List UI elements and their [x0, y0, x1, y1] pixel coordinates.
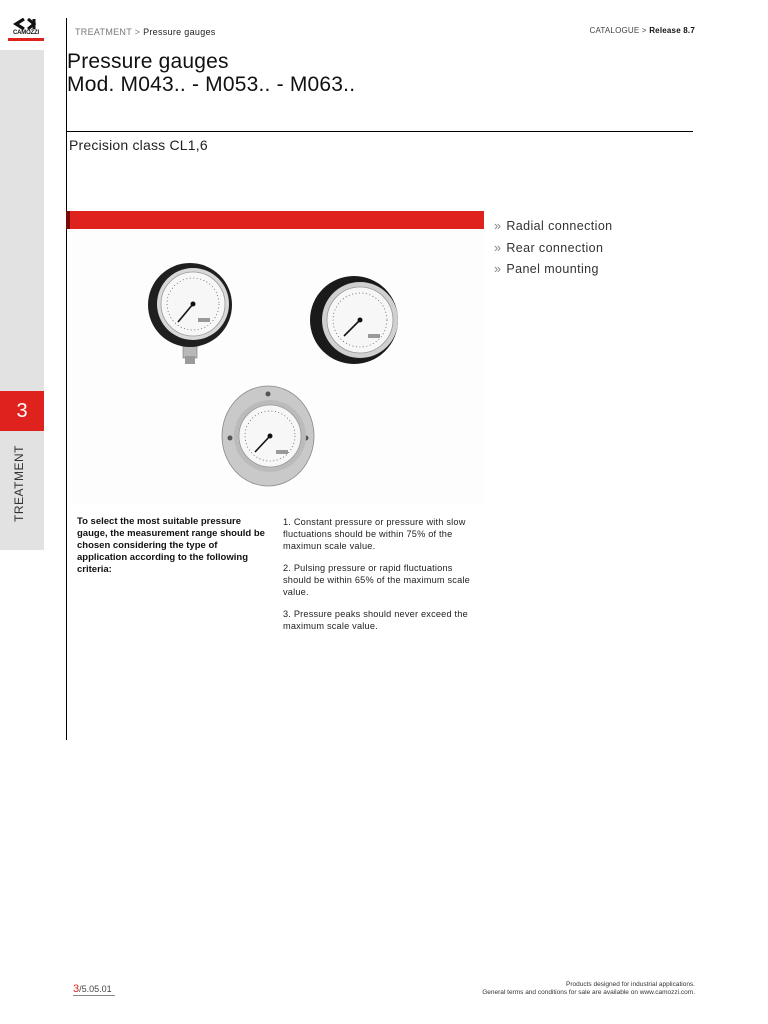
feature-bullet: » — [494, 262, 502, 276]
footer-legal-note — [482, 981, 695, 997]
chapter-side-label-text: TREATMENT — [12, 445, 26, 522]
selection-criteria-intro: To select the most suitable pressure gauge, the measurement range should be chosen considering the type of application according to the following criteria: — [77, 516, 265, 575]
page-title-line-1: Pressure gauges — [67, 50, 229, 73]
logo-accent-bar — [8, 38, 44, 41]
footer-chapter-number: 3 — [73, 983, 80, 995]
footer-note-line-2[interactable]: General terms and conditions for sale are available on www.camozzi.com. — [482, 989, 695, 996]
feature-label: Panel mounting — [506, 262, 599, 276]
breadcrumb — [75, 27, 216, 37]
page-title — [67, 50, 355, 96]
feature-bullet: » — [494, 240, 502, 255]
radial-gauge-image — [140, 260, 240, 370]
feature-item — [494, 219, 613, 241]
selection-criteria-list — [283, 516, 478, 642]
rear-gauge-image — [308, 270, 408, 370]
vertical-divider — [66, 18, 67, 740]
criteria-item: 3. Pressure peaks should never exceed the maximum scale value. — [283, 609, 468, 631]
page-title-line-2: Mod. M043.. - M053.. - M063.. — [67, 73, 356, 96]
catalogue-separator: > — [641, 26, 647, 35]
title-divider — [66, 131, 693, 132]
breadcrumb-current: Pressure gauges — [143, 27, 216, 37]
feature-item — [494, 241, 613, 263]
breadcrumb-separator: > — [134, 27, 141, 37]
criteria-item: 1. Constant pressure or pressure with slow fluctuations should be within 75% of the maximun scale value. — [283, 517, 466, 551]
camozzi-logo-mark-icon — [12, 18, 40, 30]
chapter-side-label — [12, 445, 32, 542]
criteria-item: 2. Pulsing pressure or rapid fluctuations should be within 65% of the maximum scale value. — [283, 563, 470, 597]
breadcrumb-section[interactable]: TREATMENT — [75, 27, 132, 37]
feature-bullet: » — [494, 219, 502, 233]
camozzi-logo — [8, 18, 44, 42]
logo-wordmark: CAMOZZI — [13, 30, 39, 36]
footer-note-line-1: Products designed for industrial applications. — [566, 981, 695, 988]
feature-label: Rear connection — [506, 240, 604, 255]
feature-list — [494, 219, 613, 284]
release-label: Release 8.7 — [649, 26, 695, 35]
section-banner — [66, 211, 484, 229]
product-photo — [70, 230, 484, 505]
catalogue-label: CATALOGUE — [589, 26, 640, 35]
footer-page-code: /5.05.01 — [79, 984, 112, 994]
footer-page-number — [73, 983, 112, 995]
footer-underline — [73, 995, 115, 996]
catalogue-release — [589, 26, 695, 35]
chapter-number-tab[interactable]: 3 — [0, 391, 44, 431]
feature-item — [494, 262, 613, 284]
panel-mount-gauge-image — [220, 382, 320, 492]
section-banner-edge — [66, 211, 70, 229]
feature-label: Radial connection — [506, 219, 613, 233]
page-subtitle: Precision class CL1,6 — [69, 137, 208, 153]
